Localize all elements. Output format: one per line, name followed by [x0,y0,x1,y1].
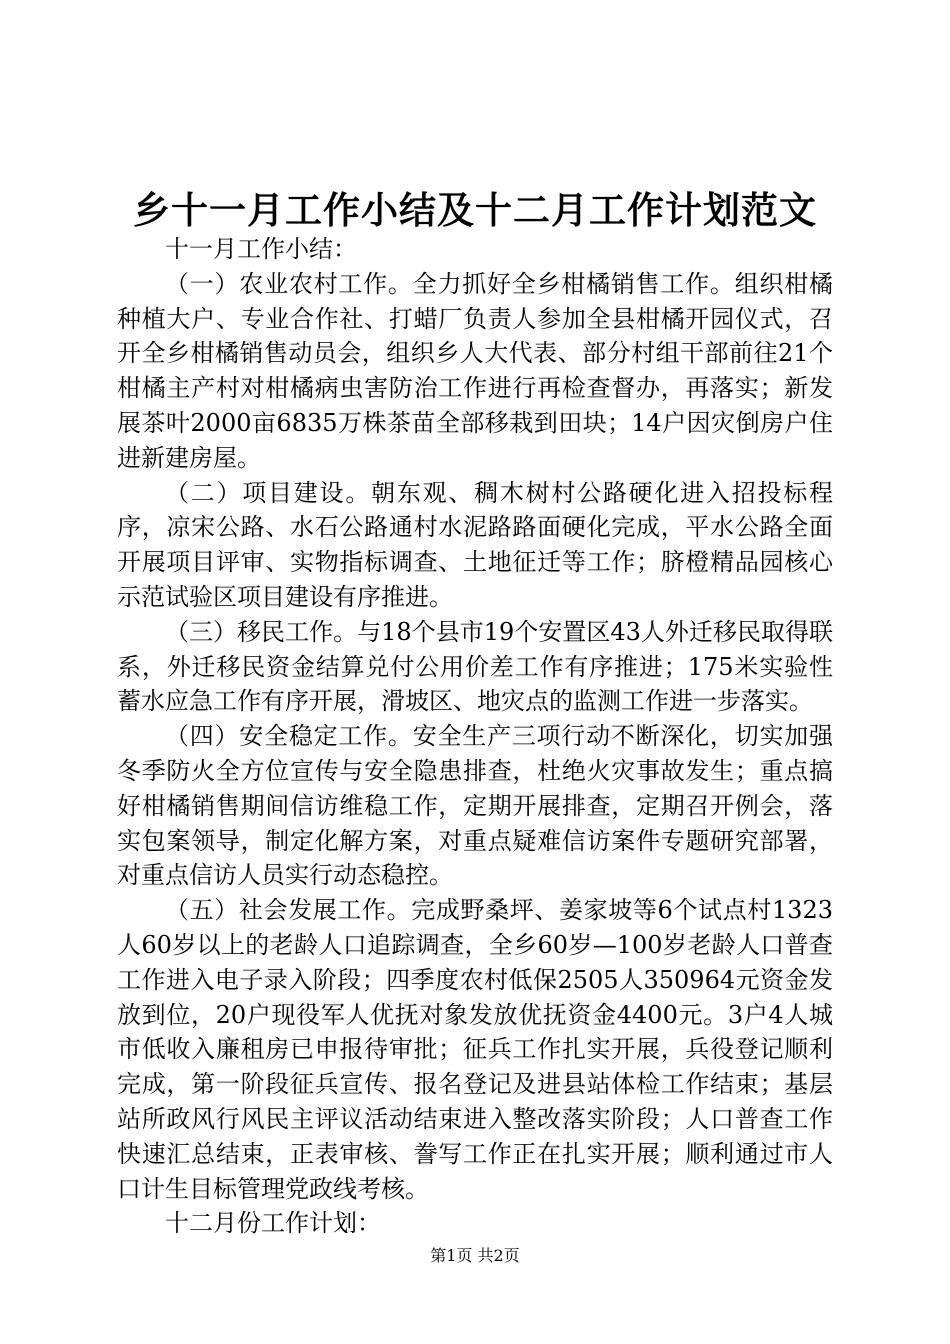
document-body [117,232,833,1241]
paragraph-safety: （四）安全稳定工作。安全生产三项行动不断深化，切实加强冬季防火全方位宣传与安全隐患排查，杜绝火灾事故发生；重点搞好柑橘销售期间信访维稳工作，定期开展排查，定期召开例会，落实包案领导，制定化解方案，对重点疑难信访案件专题研究部署，对重点信访人员实行动态稳控。 [117,722,833,890]
section-heading-november-summary: 十一月工作小结： [165,235,357,263]
paragraph-social-development: （五）社会发展工作。完成野桑坪、姜家坡等6个试点村1323人60岁以上的老龄人口追踪调查，全乡60岁—100岁老龄人口普查工作进入电子录入阶段；四季度农村低保2505人350964元资金发放到位，20户现役军人优抚对象发放优抚资金4400元。3户4人城市低收入廉租房已申报待审批；征兵工作扎实开展，兵役登记顺利完成，第一阶段征兵宣传、报名登记及进县站体检工作结束；基层站所政风行风民主评议活动结束进入整改落实阶段；人口普查工作快速汇总结束，正表审核、誊写工作正在扎实开展；顺利通过市人口计生目标管理党政线考核。 [117,896,833,1203]
page-number-footer: 第1页 共2页 [430,1246,520,1265]
paragraph-projects: （二）项目建设。朝东观、稠木树村公路硬化进入招投标程序，凉宋公路、水石公路通村水泥路路面硬化完成，平水公路全面开展项目评审、实物指标调查、土地征迁等工作；脐橙精品园核心示范试验区项目建设有序推进。 [117,478,833,611]
paragraph-migration: （三）移民工作。与18个县市19个安置区43人外迁移民取得联系，外迁移民资金结算兑付公用价差工作有序推进；175米实验性蓄水应急工作有序开展，滑坡区、地灾点的监测工作进一步落实。 [117,617,833,716]
document-title: 乡十一月工作小结及十二月工作计划范文 [133,188,817,232]
paragraph-agriculture: （一）农业农村工作。全力抓好全乡柑橘销售工作。组织柑橘种植大户、专业合作社、打蜡厂负责人参加全县柑橘开园仪式，召开全乡柑橘销售动员会，组织乡人大代表、部分村组干部前往21个柑橘主产村对柑橘病虫害防治工作进行再检查督办，再落实；新发展茶叶2000亩6835万株茶苗全部移栽到田块；14户因灾倒房户住进新建房屋。 [117,269,833,472]
section-heading-december-plan: 十二月份工作计划： [165,1209,381,1238]
